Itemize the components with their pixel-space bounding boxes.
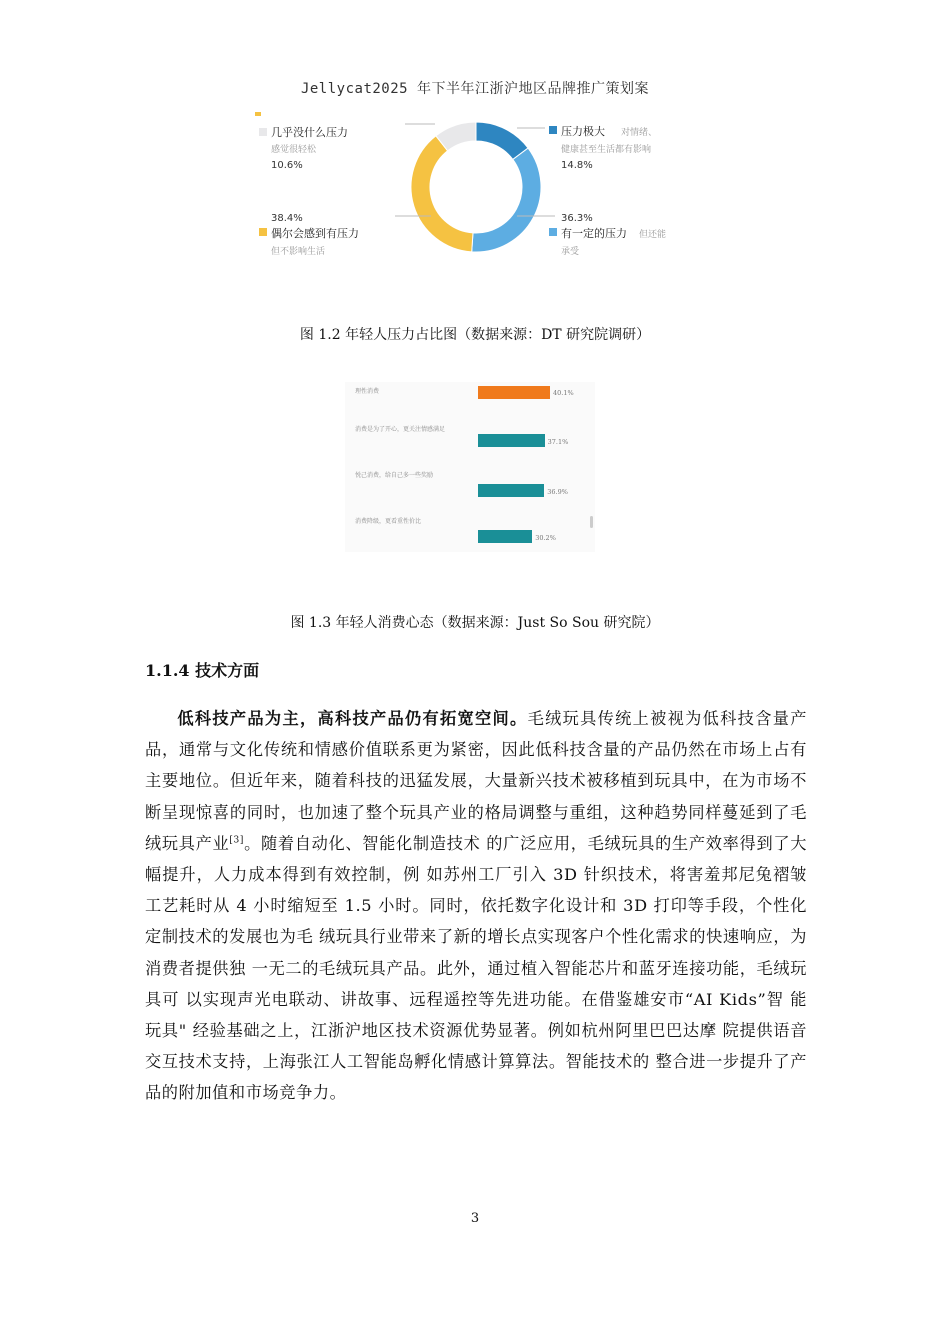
bar-row-emotional (345, 422, 595, 458)
bar-value-label: 40.1% (553, 389, 574, 397)
citation-ref: [3] (229, 835, 244, 846)
slice-label-extreme-sub2: 健康甚至生活都有影响 (561, 145, 652, 155)
slice-label-moderate-sub2: 承受 (561, 247, 580, 257)
bar-category-label: 悦己消费，给自己多一些奖励 (355, 472, 434, 479)
pressure-donut-figure (255, 112, 695, 267)
bar-downgrade (478, 530, 532, 543)
donut-chart (255, 112, 695, 267)
legend-swatch-none (259, 128, 267, 136)
bar-value-label: 30.2% (535, 534, 556, 542)
slice-label-occasional-sub: 但不影响生活 (271, 247, 326, 257)
lead-sentence: 低科技产品为主，高科技产品仍有拓宽空间。 (177, 709, 528, 728)
figure2-caption: 图 1.3 年轻人消费心态（数据来源：Just So Sou 研究院） (290, 615, 660, 631)
legend-swatch-moderate (549, 228, 557, 236)
slice-label-occasional-head: 偶尔会感到有压力 (271, 227, 359, 240)
bar-self-reward (478, 484, 544, 497)
section-heading: 1.1.4 技术方面 (145, 661, 260, 680)
section-body (145, 703, 807, 1109)
bar-value-label: 36.9% (547, 488, 568, 496)
scroll-handle (590, 516, 593, 528)
slice-label-none-pct: 10.6% (271, 160, 303, 171)
slice-label-moderate-head: 有一定的压力 (561, 227, 627, 240)
bar-category-label: 理性消费 (355, 388, 380, 395)
legend-swatch-occasional (259, 228, 267, 236)
bar-category-label: 消费降级，更看重性价比 (355, 518, 422, 525)
consumption-bar-figure (345, 382, 595, 552)
body-text-part1: 毛绒玩具传统上被视为低科技含量产品，通常与文化传统和情感价值联系更为紧密，因此低科技含量的产品仍然在市场上占有主要地位。但近年来，随着科技的迅猛发展，大量新兴技术被移植到玩具中，在为市场不断呈现惊喜的同时，也加速了整个玩具产业的格局调整与重组，这种趋势同样蔓延到了毛绒玩具产业 (145, 709, 807, 853)
legend-swatch-extreme (549, 126, 557, 134)
slice-moderate (472, 148, 541, 252)
bar-rational (478, 386, 550, 399)
bar-row-self-reward (345, 468, 595, 504)
slice-label-moderate-pct: 36.3% (561, 213, 593, 224)
bar-row-rational (345, 382, 595, 418)
slice-label-extreme-sub1: 对情绪、 (621, 128, 658, 138)
bar-category-label: 消费是为了开心，更关注情感满足 (355, 426, 446, 433)
slice-label-extreme-pct: 14.8% (561, 160, 593, 171)
bar-emotional (478, 434, 545, 447)
slice-label-extreme-head: 压力极大 (561, 125, 605, 138)
slice-label-none-head: 几乎没什么压力 (271, 126, 348, 139)
page-header: Jellycat2025 年下半年江浙沪地区品牌推广策划案 (300, 81, 650, 97)
page-number: 3 (470, 1211, 480, 1226)
slice-label-occasional-pct: 38.4% (271, 213, 303, 224)
bar-value-label: 37.1% (547, 438, 569, 446)
slice-occasional (411, 136, 473, 252)
figure1-caption: 图 1.2 年轻人压力占比图（数据来源：DT 研究院调研） (299, 327, 651, 343)
slice-label-moderate-sub1: 但还能 (639, 230, 667, 240)
body-text-part2: 。随着自动化、智能化制造技术 的广泛应用，毛绒玩具的生产效率得到了大幅提升，人力成本得到有效控制，例 如苏州工厂引入 3D 针织技术，将害羞邦尼兔褶皱工艺耗时从 4 小时缩短至 1.5 小时。同时，依托数字化设计和 3D 打印等手段，个性化定制技术的发展也为毛 绒玩具行业带来了新的增长点实现客户个性化需求的快速响应，为消费者提供独 一无二的毛绒玩具产品。此外，通过植入智能芯片和蓝牙连接功能，毛绒玩具可 以实现声光电联动、讲故事、远程遥控等先进功能。在借鉴雄安市“AI Kids”智 能玩具" 经验基础之上，江浙沪地区技术资源优势显著。例如杭州阿里巴巴达摩 院提供语音交互技术支持，上海张江人工智能岛孵化情感计算算法。智能技术的 整合进一步提升了产品的附加值和市场竞争力。 (145, 833, 807, 1103)
body-paragraph (145, 703, 807, 1109)
bar-row-downgrade (345, 514, 595, 550)
slice-label-none-sub: 感觉很轻松 (271, 145, 317, 155)
